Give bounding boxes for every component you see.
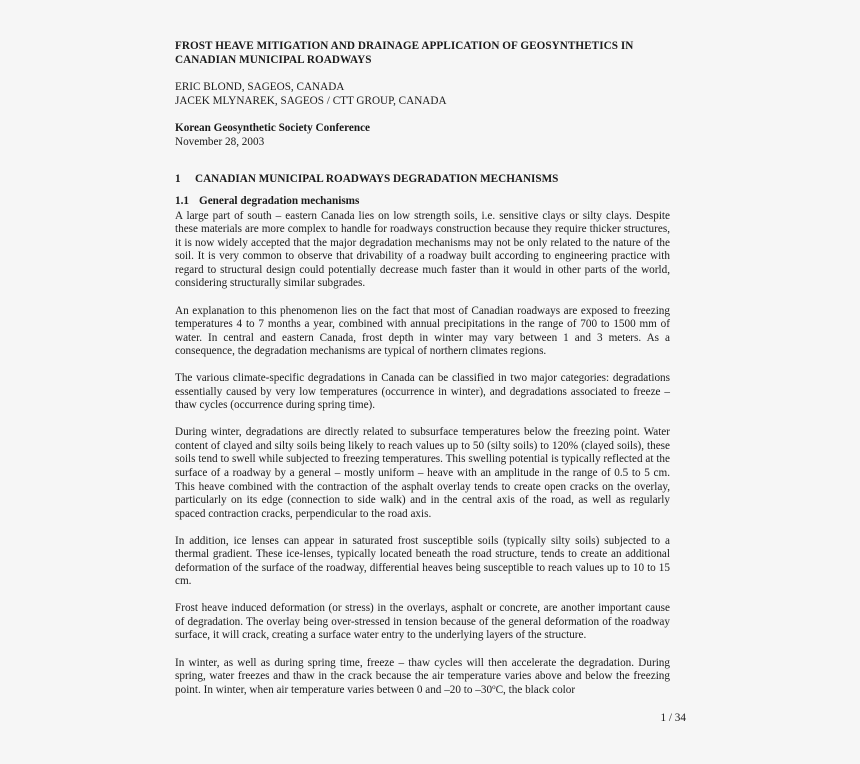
paragraph-1: A large part of south – eastern Canada lies on low strength soils, i.e. sensitive clays or silty clays. Despite these materials are more complex to handle for roadways construction because they require thicker structures, it is now widely accepted that the major degradation mechanisms may not be only related to the nature of the soil. It is very common to observe that drivability of a roadway built according to engineering practice with regard to structural design could potentially decrease much faster than it would in other parts of the world, considering structurally similar subgrades. [175,209,670,290]
paragraph-7-text-b: C, the black color [495,683,576,696]
author-block [175,81,670,108]
degree-superscript: o [492,682,496,691]
paragraph-5: In addition, ice lenses can appear in saturated frost susceptible soils (typically silty soils) subjected to a thermal gradient. These ice-lenses, typically located beneath the road structure, tends to create an additional deformation of the surface of the roadway, differential heaves being susceptible to reach values up to 10 to 15 cm. [175,534,670,588]
author-2: JACEK MLYNAREK, SAGEOS / CTT GROUP, CANADA [175,94,447,107]
paragraph-2: An explanation to this phenomenon lies on the fact that most of Canadian roadways are exposed to freezing temperatures 4 to 7 months a year, combined with annual precipitations in the range of 700 to 1500 mm of water. In central and eastern Canada, frost depth in winter may vary between 1 and 3 meters. As a consequence, the degradation mechanisms are typical of northern climates regions. [175,304,670,358]
paper-title [175,40,670,67]
paragraph-7 [175,657,670,698]
paragraph-6: Frost heave induced deformation (or stress) in the overlays, asphalt or concrete, are another important cause of degradation. The overlay being over-stressed in tension because of the general deformation of the roadway surface, it will crack, creating a surface water entry to the underlying layers of the structure. [175,602,670,642]
paragraph-4: During winter, degradations are directly related to subsurface temperatures below the freezing point. Water content of clayed and silty soils being likely to reach values up to 50 (silty soils) to 120% (clayed soils), these soils tend to swell while subjected to freezing temperatures. This swelling potential is typically reflected at the surface of a roadway by a general – mostly uniform – heave with an amplitude in the range of 0.5 to 5 cm. This heave combined with the contraction of the asphalt overlay tends to create open cracks on the overlay, particularly on its edge (connection to side walk) and in the central axis of the road, as well as regularly spaced contraction cracks, perpendicular to the road axis. [175,426,670,520]
subsection-heading [175,195,670,209]
page-number: 1 / 34 [660,712,686,724]
section-title: CANADIAN MUNICIPAL ROADWAYS DEGRADATION MECHANISMS [195,172,559,185]
conference-date: November 28, 2003 [175,135,265,148]
paragraph-3: The various climate-specific degradations in Canada can be classified in two major categories: degradations essentially caused by very low temperatures (occurrence in winter), and degradations associated to freeze – thaw cycles (occurrence during spring time). [175,372,670,412]
title-line-1: FROST HEAVE MITIGATION AND DRAINAGE APPLICATION OF GEOSYNTHETICS IN [175,40,634,52]
author-1: ERIC BLOND, SAGEOS, CANADA [175,81,345,94]
title-line-2: CANADIAN MUNICIPAL ROADWAYS [175,53,372,66]
subsection-number: 1.1 [175,195,189,208]
section-heading [175,173,670,187]
paragraph-7-text-a: In winter, as well as during spring time, freeze – thaw cycles will then accelerate the degradation. During spring, water freezes and thaw in the crack because the air temperature varies above and below the freezing point. In winter, when air temperature varies between 0 and –20 to –30 [175,656,670,696]
conference-name: Korean Geosynthetic Society Conference [175,122,371,135]
conference-block [175,122,670,149]
section-number: 1 [175,172,181,185]
page-content [175,40,670,697]
subsection-title: General degradation mechanisms [199,195,360,208]
